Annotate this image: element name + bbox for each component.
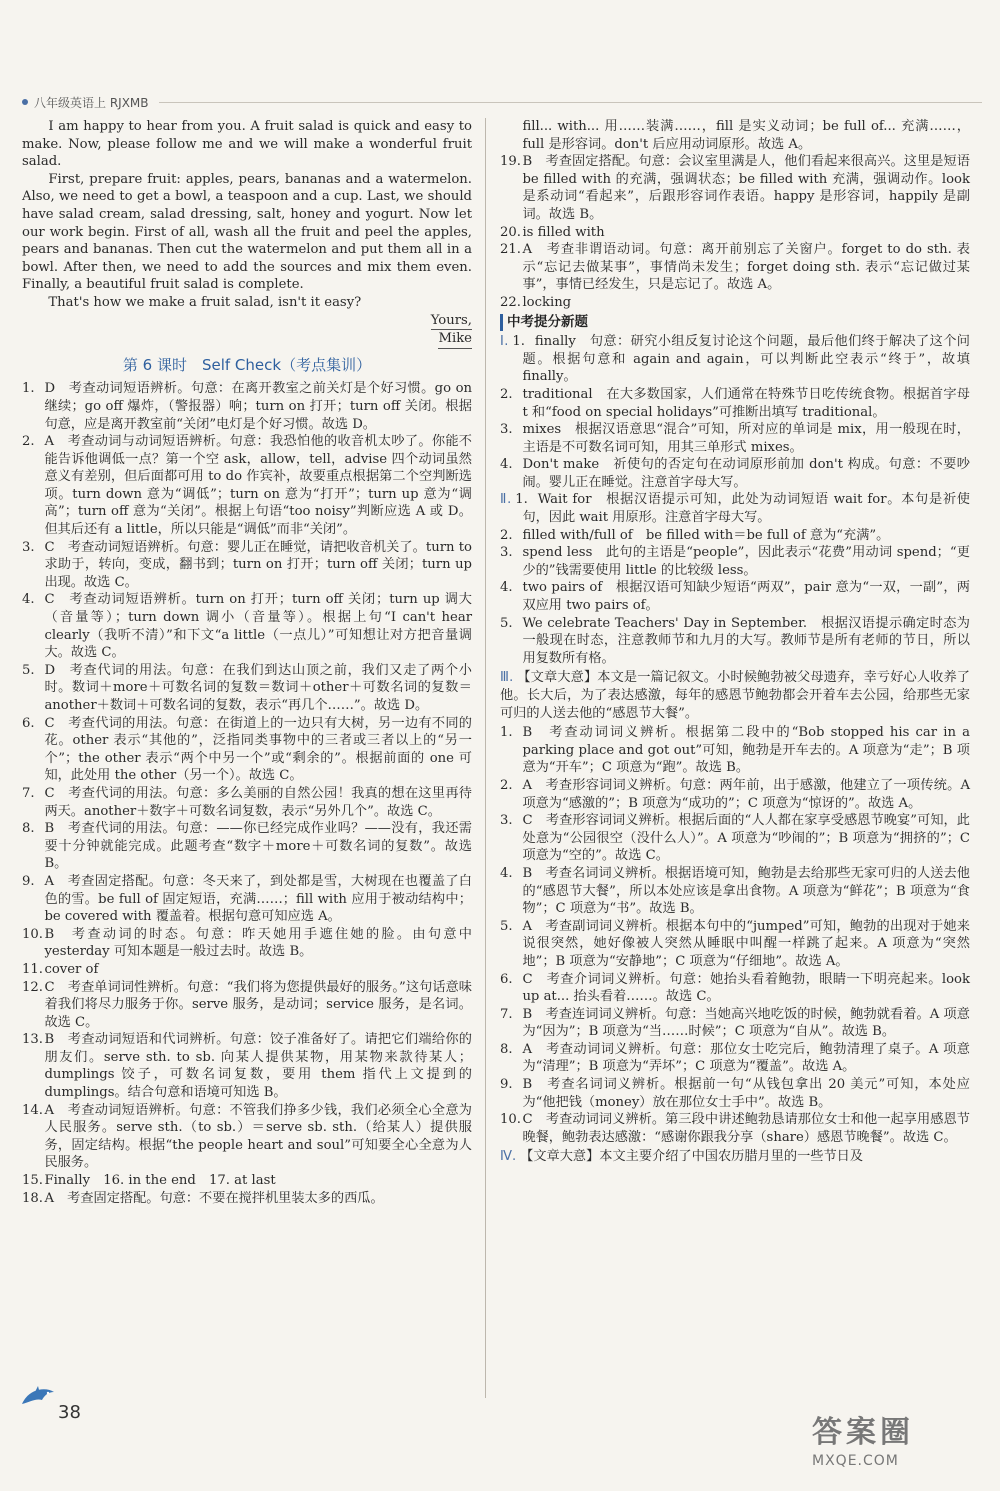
answer-item [500,724,970,777]
answer-item [22,820,472,873]
answer-text: A 考查固定搭配。句意：不要在搅拌机里装太多的西瓜。 [44,1190,384,1206]
stamp-small: MXQE.COM [812,1453,899,1469]
answer-text: locking [522,294,572,310]
answer-text: A 考查非谓语动词。句意：离开前别忘了关窗户。forget to do sth. 表示“忘记去做某事”，事情尚未发生；forget doing sth. 表示“忘记做过某事”，事情已经发生，只是忘记了。故选 A。 [522,242,970,293]
answer-text: cover of [44,961,99,977]
answer-text: B 考查代词的用法。句意：——你已经完成作业吗？——没有，我还需要十分钟就能完成。此题考查“数字＋more＋可数名词的复数”。故选 B。 [44,821,472,872]
answer-item [22,591,472,661]
answer-text: D 考查动词短语辨析。句意：在离开教室之前关灯是个好习惯。go on 继续；go off 爆炸，（警报器）响；turn on 打开；turn off 关闭。根据句意，应是离开教室前“关闭”电灯是个好习惯。故选 D。 [44,381,472,432]
answer-number: 9. [22,873,35,889]
answer-text: B 考查名词词义辨析。根据前一句“从钱包拿出 20 美元”可知，本处应为“他把钱（money）放在那位女士手中”。故选 B。 [522,1077,970,1110]
header-dot-icon [22,99,28,105]
answer-item [500,1111,970,1146]
answer-item [22,1172,472,1190]
part-label: Ⅰ. [500,334,509,350]
answer-text: C 考查代词的用法。句意：多么美丽的自然公园！我真的想在这里再待两天。another＋数字＋可数名词复数，表示“另外几个”。故选 C。 [44,785,472,819]
answer-text: A 考查形容词词义辨析。句意：两年前，出于感激，他建立了一项传统。A 项意为“感激的”；B 项意为“成功的”；C 项意为“惊讶的”。故选 A。 [522,777,970,811]
letter-signature: Mike [22,330,472,349]
letter-closing: Yours, [22,312,472,331]
answer-number: 14. [22,1102,43,1118]
answer-item [500,918,970,971]
answer-number: 2. [500,777,513,793]
right-answer-list [500,118,970,312]
answer-number: 2. [500,527,513,543]
answer-text: C 考查动词短语辨析。turn on 打开；turn off 关闭；turn up 调大（音量等）；turn down 调小（音量等）。根据上句“I can't hear clearly（我听不清）”和下文“a little（一点儿）”可知想让对方把音量调大。故选 C。 [44,592,472,661]
answer-number: 3. [500,813,513,829]
answer-number: 9. [500,1077,513,1093]
answer-item [500,812,970,865]
answer-text: A 考查动词与动词短语辨析。句意：我恐怕他的收音机太吵了。你能不能告诉他调低一点？第一个空 ask，allow，tell，advise 四个动词虽然意义有差别，但后面都可用 to do 作宾补，故要重点根据第二个空判断选项。turn down 意为“调低”；turn on 意为“打开”；turn up 意为“调高”；turn off 意为“关闭”。根据上句语“too noisy”判断应选 A 或 D。但其后还有 a little，所以只能是“调低”而非“关闭”。 [44,434,472,538]
part-4 [500,1148,970,1166]
part-1 [500,333,970,491]
exam-section-title: 中考提分新题 [500,314,970,332]
answer-text: A 考查副词词义辨析。根据本句中的“jumped”可知，鲍勃的出现对于她来说很突然，她好像被人突然从睡眠中叫醒一样跳了起来。A 项意为“突然地”；B 项意为“安静地”；C 项意为“仔细地”。故选 A。 [522,918,970,969]
answer-text: C 考查介词词义辨析。句意：她抬头看着鲍勃，眼睛一下明亮起来。look up at... 抬头看着……。故选 C。 [522,971,970,1005]
answer-item [22,715,472,785]
letter-paragraph: That's how we make a fruit salad, isn't it easy? [48,294,362,310]
answer-item [500,456,970,491]
answer-text: finally 句意：研究小组反复讨论这个问题，最后他们终于解决了这个问题。根据句意和 again and again，可以判断此空表示“终于”，故填 finally。 [522,334,970,385]
answer-number: 2. [22,434,35,450]
answer-number: 1. [22,381,35,397]
answer-text: A 考查动词短语辨析。句意：不管我们挣多少钱，我们必须全心全意为人民服务。serve sth.（to sb.）＝serve sb. sth.（给某人）提供服务，固定结构。根据“the people heart and soul”可知要全心全意为人民服务。 [44,1102,472,1171]
answer-number: 15. [22,1173,43,1189]
answer-number: 8. [500,1041,513,1057]
letter-paragraph: I am happy to hear from you. A fruit salad is quick and easy to make. Now, please follow me and we will make a wonderful fruit salad. [22,119,472,170]
answer-number: 5. [22,662,35,678]
answer-item [500,971,970,1006]
answer-item [22,662,472,715]
answer-item [22,961,472,979]
answer-text: traditional 在大多数国家，人们通常在特殊节日吃传统食物。根据首字母 t 和“food on special holidays”可推断出填写 traditional。 [522,386,970,420]
answer-item [500,333,970,386]
left-answer-list [22,380,472,1207]
answer-number: 10. [500,1112,521,1128]
answer-item [22,926,472,961]
page-number: 38 [58,1402,81,1423]
answer-number: 3. [22,539,35,555]
answer-item [500,241,970,294]
part-2 [500,491,970,667]
stamp-big: 答案圈 [812,1415,914,1450]
section-title: 第 6 课时 Self Check（考点集训） [122,355,372,374]
answer-text: C 考查单词词性辨析。句意：“我们将为您提供最好的服务。”这句话意味着我们将尽力服务于你。serve 服务，是动词；service 服务，是名词。故选 C。 [44,979,472,1030]
answer-text: We celebrate Teachers' Day in September. 根据汉语提示确定时态为一般现在时态，注意教师节和九月的大写。教师节是所有老师的节日，所以用复数所有格。 [522,615,970,666]
part-label: Ⅱ. [500,492,512,508]
answer-item [500,865,970,918]
answer-number: 7. [22,785,35,801]
answer-item [500,294,970,312]
answer-text: mixes 根据汉语意思“混合”可知，所对应的单词是 mix，用一般现在时，主语是不可数名词可知，用其三单形式 mixes。 [522,422,970,455]
answer-number: 11. [22,961,43,977]
answer-number: 22. [500,294,521,310]
answer-number: 3. [500,422,513,438]
answer-number: 7. [500,1006,513,1022]
answer-number: 4. [500,865,513,881]
letter-paragraph: First, prepare fruit: apples, pears, bananas and a watermelon. Also, we need to get a bowl, a teaspoon and a cup. Last, we should have salad cream, salad dressing, salt, honey and yogurt. Now let our work begin. First of all, wash all the fruit and peel the apples, pears and bananas. Then cut the watermelon and put them all in a bowl. After then, we need to add the sources and mix them even. Finally, a beautiful fruit salad is complete. [22,171,472,293]
answer-text: C 考查动词短语辨析。句意：婴儿正在睡觉，请把收音机关了。turn to 求助于，转向，变成，翻书到；turn on 打开；turn off 关闭；turn up 出现。故选 C。 [44,539,472,590]
answer-number: 4. [500,457,513,473]
answer-item [500,491,970,526]
answer-item [22,433,472,539]
answer-text: A 考查固定搭配。句意：冬天来了，到处都是雪，大树现在也覆盖了白色的雪。be full of 固定短语，充满……；fill with 应用于被动结构中；be covered with 覆盖着。根据句意可知应选 A。 [44,873,472,925]
answer-text: B 考查动词的时态。句意：昨天她用手遮住她的脸。由句意中 yesterday 可知本题是一般过去时。故选 B。 [44,926,472,960]
answer-item [500,777,970,812]
answer-number: 18. [22,1190,43,1206]
answer-item [500,1041,970,1076]
answer-number: 1. [500,725,513,741]
answer-item [22,1031,472,1101]
answer-number: 19. [500,154,521,170]
answer-item [500,579,970,614]
part3-label: Ⅲ. [500,670,514,686]
answer-number: 1. [515,492,528,508]
answer-item [22,785,472,820]
answer-item [500,224,970,242]
answer-text: B 考查动词短语和代词辨析。句意：饺子准备好了。请把它们端给你的朋友们。serve sth. to sb. 向某人提供某物，用某物来款待某人；dumplings 饺子，可数名词复数，要用 them 指代上文提到的 dumplings。结合句意和语境可知选 B。 [44,1032,472,1101]
answer-item [500,615,970,668]
answer-text: C 考查形容词词义辨析。根据后面的“人人都在家享受感恩节晚宴”可知，此处意为“公园很空（没什么人）”。A 项意为“吵闹的”；B 项意为“拥挤的”；C 项意为“空的”。故选 C。 [522,813,970,864]
answer-text: two pairs of 根据汉语可知缺少短语“两双”，pair 意为“一双，一副”，两双应用 two pairs of。 [522,580,970,614]
answer-number: 8. [22,821,35,837]
answer-number: 6. [22,715,35,731]
answer-item [500,1076,970,1111]
answer-item [22,979,472,1032]
answer-number: 3. [500,545,513,561]
answer-item [500,118,970,153]
answer-text: Finally 16. in the end 17. at last [44,1173,276,1189]
header-label: 八年级英语上 RJXMB [34,95,149,110]
page-header [22,92,982,112]
column-divider [485,118,486,1398]
answer-text: spend less 此句的主语是“people”，因此表示“花费”用动词 spend；“更少的”钱需要使用 little 的比较级 less。 [522,545,970,578]
answer-number: 2. [500,386,513,402]
answer-item [22,1102,472,1172]
answer-number: 4. [500,580,513,596]
answer-number: 6. [500,971,513,987]
part4-label: Ⅳ. [500,1149,517,1165]
answer-text: B 考查动词词义辨析。根据第二段中的“Bob stopped his car in a parking place and got out”可知，鲍勃是开车去的。A 项意为“走”；B 项意为“开车”；C 项意为“跑”。故选 B。 [522,725,970,776]
part-3 [500,669,970,1146]
watermark-stamp [812,1407,982,1477]
answer-text: B 考查名词词义辨析。根据语境可知，鲍勃是去给那些无家可归的人送去他的“感恩节大餐”，所以本处应该是拿出食物。A 项意为“鲜花”；B 项意为“食物”；C 项意为“书”。故选 B。 [522,865,970,917]
answer-text: is filled with [522,224,605,240]
answer-item [22,1190,472,1208]
answer-item [500,153,970,223]
answer-item [500,527,970,545]
answer-number: 4. [22,592,35,608]
answer-text: Wait for 根据汉语提示可知，此处为动词短语 wait for。本句是祈使句，因此 wait 用原形。注意首字母大写。 [522,492,970,526]
answer-text: B 考查连词词义辨析。句意：当她高兴地吃饭的时候，鲍勃就看着。A 项意为“因为”；B 项意为“当……时候”；C 项意为“自从”。故选 B。 [522,1006,970,1040]
answer-item [22,380,472,433]
answer-text: filled with/full of be filled with＝be full of 意为“充满”。 [522,527,890,543]
answer-number: 10. [22,926,43,942]
part3-summary: Ⅲ. 【文章大意】本文是一篇记叙文。小时候鲍勃被父母遗弃，幸亏好心人收养了他。长大后，为了表达感激，每年的感恩节鲍勃都会开着车去公园，给那些无家可归的人送去他的“感恩节大餐”。 [500,670,970,721]
answer-text: C 考查代词的用法。句意：在街道上的一边只有大树，另一边有不同的花。other 表示“其他的”，泛指同类事物中的三者或三者以上的“另一个”；the other 表示“两个中另一个”或“剩余的”。根据前面的 one 可知，此处用 the other（另一个）。故选 C。 [44,715,472,784]
answer-item [500,544,970,579]
answer-number: 13. [22,1032,43,1048]
part4-summary: Ⅳ. 【文章大意】本文主要介绍了中国农历腊月里的一些节日及 [500,1149,864,1165]
answer-number: 12. [22,979,43,995]
answer-item [22,873,472,926]
answer-item [500,421,970,456]
answer-number: 1. [512,334,525,350]
answer-text: B 考查固定搭配。句意：会议室里满是人，他们看起来很高兴。这里是短语 be filled with 的充满，强调状态；be filled with 充满，强调动作。look 是系动词“看起来”，后跟形容词作表语。happy 是形容词，happily 是副词。故选 B。 [522,154,970,222]
answer-number: 5. [500,918,513,934]
left-column [22,118,472,1207]
answer-text: Don't make 祈使句的否定句在动词原形前加 don't 构成。句意：不要吵闹。婴儿正在睡觉。注意首字母大写。 [522,457,970,490]
answer-number: 20. [500,224,521,240]
answer-text: D 考查代词的用法。句意：在我们到达山顶之前，我们又走了两个小时。数词＋more＋可数名词的复数＝数词＋other＋可数名词的复数＝another＋数词＋可数名词的复数，表示“再几个……”。故选 D。 [44,662,472,713]
answer-number: 21. [500,242,521,258]
answer-number: 5. [500,615,513,631]
answer-text: C 考查动词词义辨析。第三段中讲述鲍勃恳请那位女士和他一起享用感恩节晚餐，鲍勃表达感激：“感谢你跟我分享（share）感恩节晚餐”。故选 C。 [522,1112,970,1145]
answer-item [22,539,472,592]
answer-text: A 考查动词词义辨析。句意：那位女士吃完后，鲍勃清理了桌子。A 项意为“清理”；B 项意为“弄坏”；C 项意为“覆盖”。故选 A。 [522,1041,970,1075]
answer-text: fill... with... 用……装满……，fill 是实义动词；be full of... 充满……，full 是形容词。don't 后应用动词原形。故选 A。 [522,119,970,152]
answer-item [500,1006,970,1041]
right-column [500,118,970,1168]
answer-item [500,386,970,421]
dolphin-mascot-icon [20,1382,58,1412]
header-rule [159,102,983,103]
